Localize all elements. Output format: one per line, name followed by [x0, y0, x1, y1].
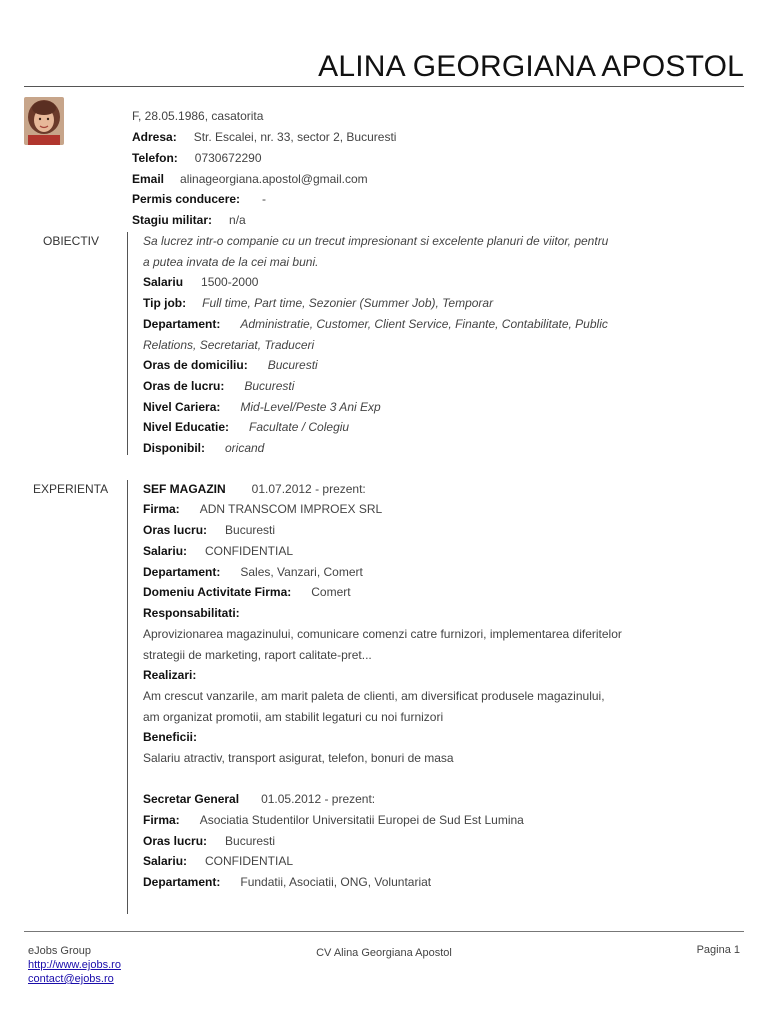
objective-available-label: Disponibil:	[143, 441, 205, 455]
job2-company-label: Firma:	[143, 813, 180, 827]
job1-achievements-line2: am organizat promotii, am stabilit legaturi cu noi furnizori	[143, 710, 444, 724]
phone-value: 0730672290	[194, 151, 262, 165]
job1-domain-value: Comert	[311, 585, 351, 599]
objective-residence-value: Bucuresti	[267, 358, 318, 372]
objective-residence-row	[143, 358, 318, 372]
personal-summary: F, 28.05.1986, casatorita	[132, 109, 264, 123]
military-value: n/a	[229, 213, 246, 227]
objective-department-value-line2: Relations, Secretariat, Traduceri	[143, 338, 315, 352]
job1-achievements-label-row	[143, 668, 196, 682]
job1-title-row	[143, 482, 366, 496]
job2-company-value: Asociatia Studentilor Universitatii Europei de Sud Est Lumina	[199, 813, 524, 827]
job1-salary-row	[143, 544, 293, 558]
objective-education-value: Facultate / Colegiu	[249, 420, 350, 434]
job1-domain-label: Domeniu Activitate Firma:	[143, 585, 292, 599]
job1-responsibilities-line1: Aprovizionarea magazinului, comunicare comenzi catre furnizori, implementarea diferitelor	[143, 627, 622, 641]
job1-city-value: Bucuresti	[225, 523, 276, 537]
job1-responsibilities-label-row	[143, 606, 240, 620]
job2-salary-label: Salariu:	[143, 854, 188, 868]
objective-career-label: Nivel Cariera:	[143, 400, 221, 414]
objective-department-value-line1: Administratie, Customer, Client Service, Finante, Contabilitate, Public	[240, 317, 608, 331]
job1-achievements-line1: Am crescut vanzarile, am marit paleta de clienti, am diversificat produsele magazinului,	[143, 689, 605, 703]
footer-company: eJobs Group	[28, 945, 91, 957]
job1-benefits-label-row	[143, 730, 197, 744]
job1-salary-value: CONFIDENTIAL	[205, 544, 294, 558]
job1-title: SEF MAGAZIN	[143, 482, 226, 496]
address-label: Adresa:	[132, 130, 177, 144]
job2-salary-row	[143, 854, 293, 868]
military-label: Stagiu militar:	[132, 213, 213, 227]
objective-salary-value: 1500-2000	[201, 275, 259, 289]
job2-salary-value: CONFIDENTIAL	[205, 854, 294, 868]
license-label: Permis conducere:	[132, 192, 241, 206]
military-row	[132, 213, 246, 227]
profile-photo-image	[24, 97, 64, 145]
section-label-experience: EXPERIENTA	[33, 482, 109, 496]
email-value[interactable]: alinageorgiana.apostol@gmail.com	[180, 172, 368, 186]
license-value: -	[262, 192, 267, 206]
objective-text-line2: a putea invata de la cei mai buni.	[143, 255, 319, 269]
job2-department-row	[143, 875, 431, 889]
job1-department-value: Sales, Vanzari, Comert	[240, 565, 363, 579]
job2-title: Secretar General	[143, 792, 240, 806]
job2-city-value: Bucuresti	[225, 834, 276, 848]
footer-doc-title: CV Alina Georgiana Apostol	[316, 947, 452, 959]
job1-benefits-value: Salariu atractiv, transport asigurat, telefon, bonuri de masa	[143, 751, 454, 765]
objective-salary-row	[143, 275, 258, 289]
job1-city-row	[143, 523, 275, 537]
job1-responsibilities-line2: strategii de marketing, raport calitate-pret...	[143, 648, 372, 662]
license-row	[132, 192, 266, 206]
section-label-objective: OBIECTIV	[43, 234, 100, 248]
job2-period: 01.05.2012 - prezent:	[261, 792, 376, 806]
job2-city-row	[143, 834, 275, 848]
job1-benefits-label: Beneficii:	[143, 730, 198, 744]
address-row	[132, 130, 396, 144]
objective-available-value: oricand	[225, 441, 265, 455]
header-divider	[24, 86, 744, 87]
footer-page-number: Pagina 1	[696, 944, 740, 956]
job2-department-label: Departament:	[143, 875, 221, 889]
objective-jobtype-label: Tip job:	[143, 296, 187, 310]
job1-city-label: Oras lucru:	[143, 523, 208, 537]
objective-career-row	[143, 400, 381, 414]
objective-workcity-value: Bucuresti	[244, 379, 295, 393]
objective-jobtype-row	[143, 296, 493, 310]
job2-title-row	[143, 792, 375, 806]
objective-workcity-row	[143, 379, 294, 393]
objective-jobtype-value: Full time, Part time, Sezonier (Summer Job), Temporar	[202, 296, 494, 310]
experience-vertical-rule	[127, 480, 128, 914]
job1-department-row	[143, 565, 363, 579]
job1-domain-row	[143, 585, 351, 599]
address-value: Str. Escalei, nr. 33, sector 2, Bucuresti	[193, 130, 397, 144]
job1-period: 01.07.2012 - prezent:	[251, 482, 366, 496]
objective-vertical-rule	[127, 232, 128, 455]
phone-label: Telefon:	[132, 151, 178, 165]
job1-achievements-label: Realizari:	[143, 668, 197, 682]
footer-divider	[24, 931, 744, 932]
objective-available-row	[143, 441, 264, 455]
job1-company-label: Firma:	[143, 502, 180, 516]
objective-workcity-label: Oras de lucru:	[143, 379, 225, 393]
job1-responsibilities-label: Responsabilitati:	[143, 606, 240, 620]
job1-company-row	[143, 502, 382, 516]
job2-department-value: Fundatii, Asociatii, ONG, Voluntariat	[240, 875, 432, 889]
job2-city-label: Oras lucru:	[143, 834, 208, 848]
objective-residence-label: Oras de domiciliu:	[143, 358, 248, 372]
email-row	[132, 172, 368, 186]
footer-contact-link[interactable]: contact@ejobs.ro	[28, 973, 114, 985]
objective-education-label: Nivel Educatie:	[143, 420, 230, 434]
objective-career-value: Mid-Level/Peste 3 Ani Exp	[240, 400, 381, 414]
job1-salary-label: Salariu:	[143, 544, 188, 558]
objective-department-row	[143, 317, 608, 331]
email-label: Email	[132, 172, 165, 186]
footer-website-link[interactable]: http://www.ejobs.ro	[28, 959, 121, 971]
job1-company-value: ADN TRANSCOM IMPROEX SRL	[199, 502, 383, 516]
profile-photo	[24, 97, 64, 145]
job2-company-row	[143, 813, 524, 827]
objective-text-line1: Sa lucrez intr-o companie cu un trecut impresionant si excelente planuri de viitor, pentru	[143, 234, 609, 248]
objective-education-row	[143, 420, 349, 434]
objective-salary-label: Salariu	[143, 275, 184, 289]
objective-department-label: Departament:	[143, 317, 221, 331]
phone-row	[132, 151, 262, 165]
job1-department-label: Departament:	[143, 565, 221, 579]
cv-name-title: ALINA GEORGIANA APOSTOL	[318, 50, 744, 83]
